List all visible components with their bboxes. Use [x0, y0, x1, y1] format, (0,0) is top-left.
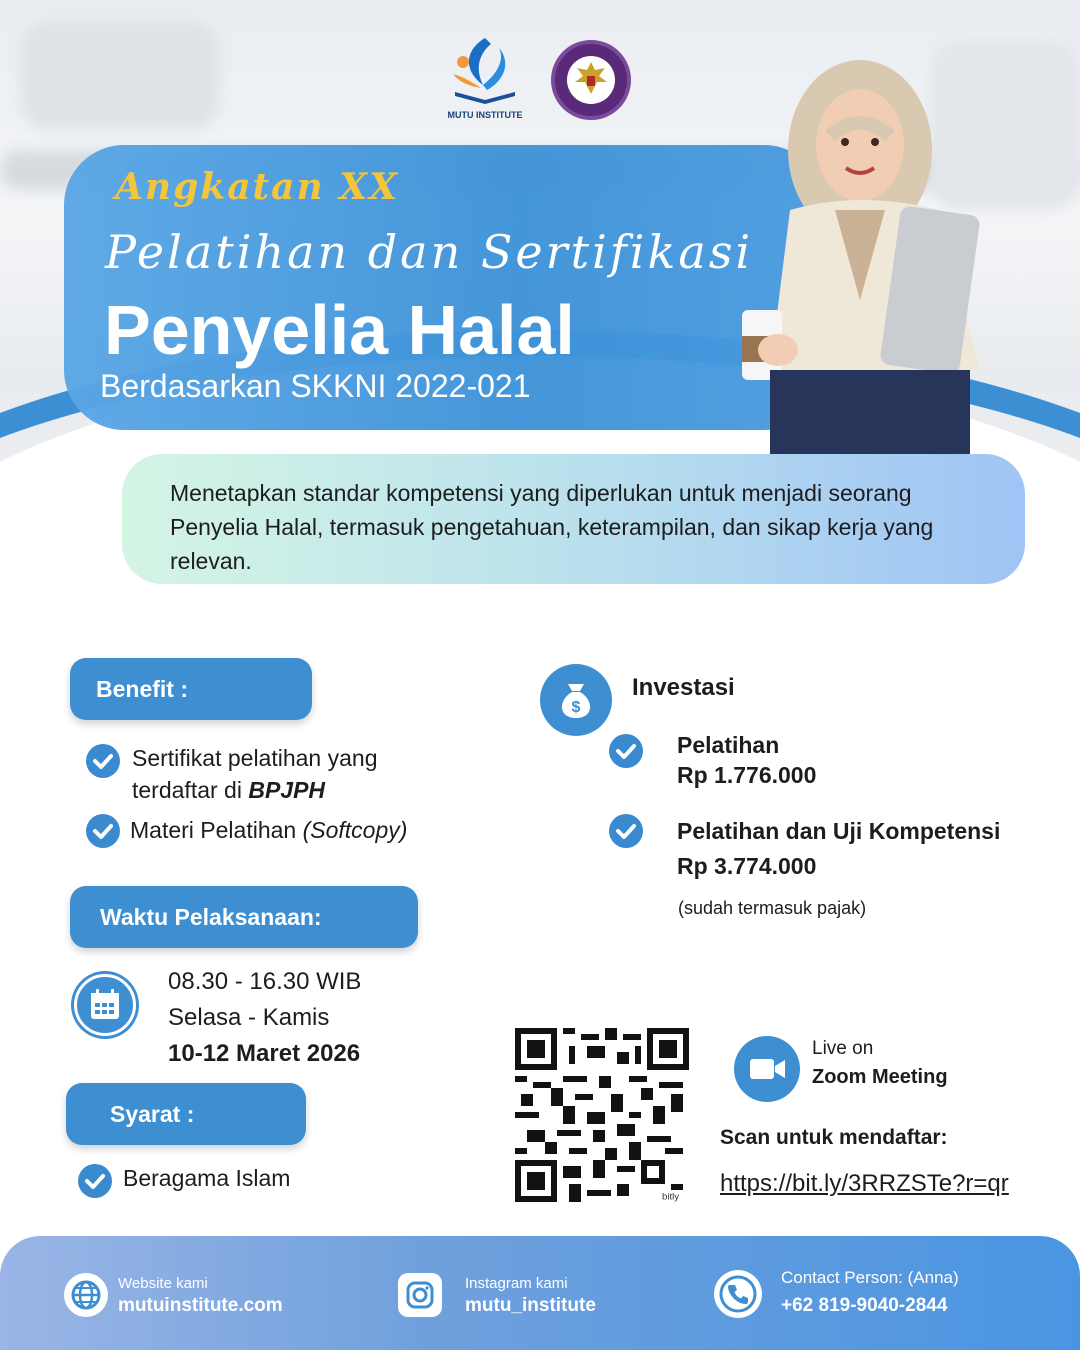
svg-text:$: $	[571, 699, 581, 716]
instagram-handle[interactable]: mutu_institute	[465, 1295, 596, 1316]
requirements-heading: Syarat :	[66, 1083, 306, 1145]
price-option-name: Pelatihan	[677, 732, 780, 758]
schedule-heading: Waktu Pelaksanaan:	[70, 886, 418, 948]
investment-heading: Investasi	[632, 674, 735, 701]
globe-icon	[64, 1273, 108, 1317]
benefit-item-certificate-prefix: terdaftar di	[132, 777, 249, 803]
video-camera-icon	[734, 1036, 800, 1102]
phone-icon	[714, 1270, 762, 1318]
schedule-date: 10-12 Maret 2026	[168, 1040, 361, 1067]
program-title: Penyelia Halal	[104, 291, 575, 369]
instagram-label: Instagram kami	[465, 1275, 568, 1292]
check-circle-icon	[86, 814, 120, 848]
standard-reference: Berdasarkan SKKNI 2022-021	[100, 368, 531, 404]
contact-label: Contact Person: (Anna)	[781, 1268, 959, 1287]
footer-bar	[0, 1236, 1080, 1350]
bpjph-logo	[551, 40, 631, 120]
website-label: Website kami	[118, 1275, 208, 1292]
mutu-institute-logo	[445, 30, 525, 122]
website-link[interactable]: mutuinstitute.com	[118, 1295, 283, 1316]
batch-label: Angkatan XX	[115, 166, 400, 208]
qr-brand-label: bitly	[662, 1191, 680, 1202]
price-option-value: Rp 1.776.000	[677, 762, 817, 788]
check-circle-icon	[609, 814, 643, 848]
background-appliance	[20, 20, 220, 130]
garuda-emblem-icon	[555, 44, 627, 116]
check-circle-icon	[86, 744, 120, 778]
calendar-icon	[74, 974, 136, 1036]
presenter-photo	[730, 40, 1030, 460]
scan-label: Scan untuk mendaftar:	[720, 1126, 948, 1149]
check-circle-icon	[78, 1164, 112, 1198]
registration-link[interactable]: https://bit.ly/3RRZSTe?r=qr	[720, 1170, 1009, 1197]
benefit-heading: Benefit :	[70, 658, 312, 720]
benefit-item-certificate-line1: Sertifikat pelatihan yang	[132, 745, 378, 771]
benefit-item-materials-text: Materi Pelatihan	[130, 817, 303, 843]
tax-note: (sudah termasuk pajak)	[678, 898, 867, 918]
requirement-item: Beragama Islam	[123, 1165, 291, 1191]
price-option-name: Pelatihan dan Uji Kompetensi	[677, 818, 1001, 844]
softcopy-emphasis: (Softcopy)	[302, 817, 408, 843]
description-text: Menetapkan standar kompetensi yang diperlukan untuk menjadi seorang Penyelia Halal, termasuk pengetahuan, keterampilan, dan sikap kerja yang relevan.	[170, 480, 934, 574]
program-subtitle: Pelatihan dan Sertifikasi	[105, 225, 754, 279]
price-option-value: Rp 3.774.000	[677, 853, 817, 879]
money-bag-icon	[540, 664, 612, 736]
bpjph-emphasis: BPJPH	[248, 777, 326, 803]
registration-qr-code[interactable]	[515, 1028, 689, 1202]
benefit-item-certificate-line2	[132, 774, 378, 806]
benefit-item-materials	[130, 814, 407, 846]
schedule-days: Selasa - Kamis	[168, 1004, 330, 1031]
check-circle-icon	[609, 734, 643, 768]
contact-phone[interactable]: +62 819-9040-2844	[781, 1295, 948, 1316]
instagram-icon	[398, 1273, 442, 1317]
schedule-time: 08.30 - 16.30 WIB	[168, 968, 362, 995]
live-on-label: Live on	[812, 1038, 874, 1059]
zoom-meeting-label: Zoom Meeting	[812, 1066, 948, 1088]
mutu-logo-label: MUTU INSTITUTE	[447, 110, 523, 120]
benefit-item-certificate	[132, 742, 378, 806]
